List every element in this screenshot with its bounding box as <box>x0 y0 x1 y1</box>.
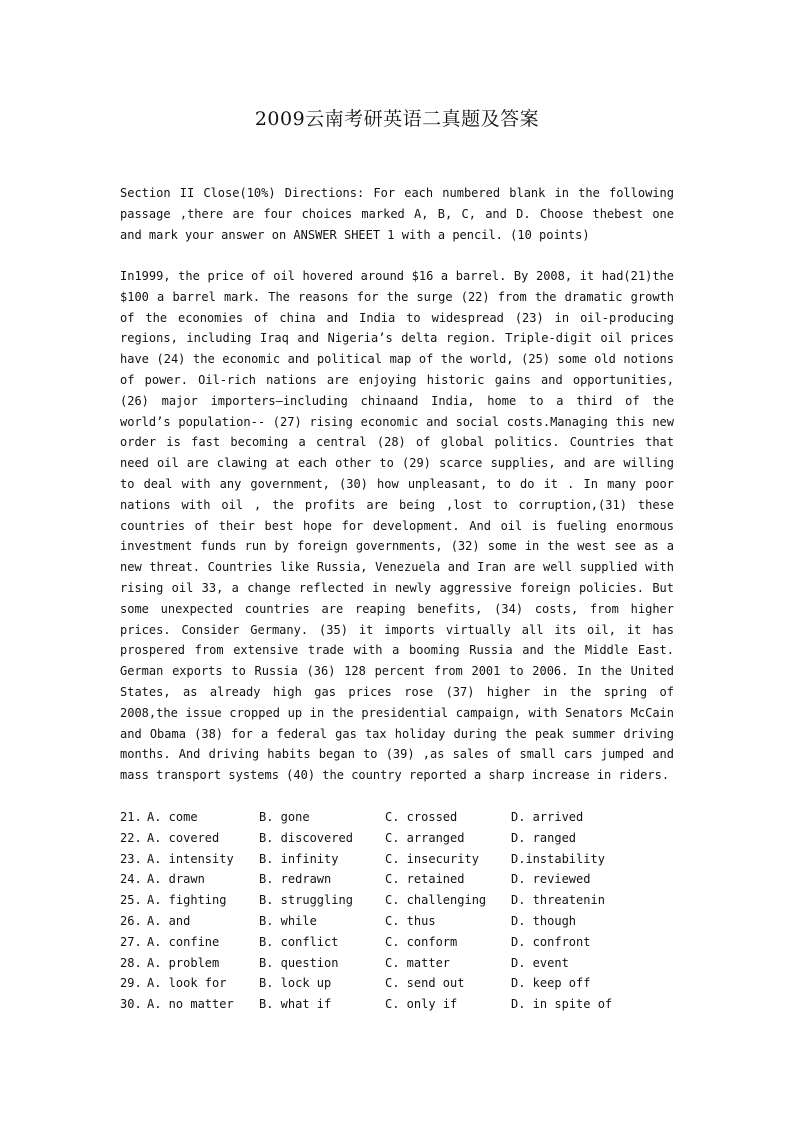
option-c: C. arranged <box>385 830 465 845</box>
option-b: B. question <box>259 955 339 970</box>
option-a: A. look for <box>147 976 227 991</box>
option-a: A. drawn <box>147 872 205 887</box>
option-b: B. lock up <box>259 976 332 991</box>
option-a: A. no matter <box>147 997 234 1012</box>
cloze-passage: In1999, the price of oil hovered around $16 a barrel. By 2008, it had(21)the $100 a barrel mark. The reasons for the surge (22) from the dramatic growth of the economies of china and India to widespread (23) in oil-producing regions, including Iraq and Nigeria’s delta region. Triple-digit oil prices have (24) the economic and political map of the world, (25) some old notions of power. Oil-rich nations are enjoying historic gains and opportunities, (26) major importers—including chinaand India, home to a third of the world’s population-- (27) rising economic and social costs.Managing this new order is fast becoming a central (28) of global politics. Countries that need oil are clawing at each other to (29) scarce supplies, and are willing to deal with any government, (30) how unpleasant, to do it . In many poor nations with oil , the profits are being ,lost to corruption,(31) these countries of their best hope for development. And oil is fueling enormous investment funds run by foreign governments, (32) some in the west see as a new threat. Countries like Russia, Venezuela and Iran are well supplied with rising oil 33, a change reflected in newly aggressive foreign policies. But some unexpected countries are reaping benefits, (34) costs, from higher prices. Consider Germany. (35) it imports virtually all its oil, it has prospered from extensive trade with a booming Russia and the Middle East. German exports to Russia (36) 128 percent from 2001 to 2006. In the United States, as already high gas prices rose (37) higher in the spring of 2008,the issue cropped up in the presidential campaign, with Senators McCain and Obama (38) for a federal gas tax holiday during the peak summer driving months. And driving habits began to (39) ,as sales of small cars jumped and mass transport systems (40) the country reported a sharp increase in riders. <box>120 269 674 783</box>
option-c: C. matter <box>385 955 451 970</box>
option-a: A. confine <box>147 934 220 949</box>
question-row <box>120 849 680 870</box>
option-c: C. send out <box>385 976 465 991</box>
option-b: B. redrawn <box>259 872 332 887</box>
question-number: 21. <box>120 810 142 824</box>
option-a: A. fighting <box>147 893 227 908</box>
question-row <box>120 953 680 974</box>
question-number: 24. <box>120 872 142 887</box>
option-c: C. retained <box>385 872 465 887</box>
option-c: C. crossed <box>385 810 458 824</box>
option-d: D. reviewed <box>511 872 591 887</box>
option-a: A. come <box>147 810 198 824</box>
option-c: C. only if <box>385 997 458 1012</box>
question-row <box>120 911 680 932</box>
option-d: D. in spite of <box>511 997 613 1012</box>
option-d: D. event <box>511 955 569 970</box>
option-a: A. intensity <box>147 851 234 866</box>
option-c: C. insecurity <box>385 851 479 866</box>
option-a: A. problem <box>147 955 220 970</box>
option-d: D. ranged <box>511 830 577 845</box>
option-b: B. what if <box>259 997 332 1012</box>
option-b: B. gone <box>259 810 310 824</box>
option-b: B. infinity <box>259 851 339 866</box>
option-b: B. discovered <box>259 830 353 845</box>
question-row <box>120 973 680 994</box>
option-b: B. conflict <box>259 934 339 949</box>
option-d: D. confront <box>511 934 591 949</box>
answer-options-list <box>120 807 680 1015</box>
section-directions: Section II Close(10%) Directions: For each numbered blank in the following passage ,there are four choices marked A, B, C, and D. Choose thebest one and mark your answer on ANSWER SHEET 1 with a pencil. (10 points) <box>120 186 674 242</box>
option-c: C. challenging <box>385 893 487 908</box>
question-number: 22. <box>120 830 142 845</box>
option-c: C. thus <box>385 913 436 928</box>
question-row <box>120 828 680 849</box>
question-number: 27. <box>120 934 142 949</box>
option-d: D. keep off <box>511 976 591 991</box>
option-d: D. threatenin <box>511 893 605 908</box>
option-d: D.instability <box>511 851 605 866</box>
option-d: D. though <box>511 913 577 928</box>
question-row <box>120 807 680 828</box>
question-number: 25. <box>120 893 142 908</box>
question-number: 28. <box>120 955 142 970</box>
option-c: C. conform <box>385 934 458 949</box>
option-d: D. arrived <box>511 810 584 824</box>
question-row <box>120 932 680 953</box>
question-number: 23. <box>120 851 142 866</box>
option-a: A. covered <box>147 830 220 845</box>
option-b: B. struggling <box>259 893 353 908</box>
question-number: 30. <box>120 997 142 1012</box>
question-number: 29. <box>120 976 142 991</box>
option-b: B. while <box>259 913 317 928</box>
question-row <box>120 890 680 911</box>
question-number: 26. <box>120 913 142 928</box>
question-row <box>120 869 680 890</box>
question-row <box>120 994 680 1015</box>
page-title: 2009云南考研英语二真题及答案 <box>254 108 540 130</box>
option-a: A. and <box>147 913 191 928</box>
